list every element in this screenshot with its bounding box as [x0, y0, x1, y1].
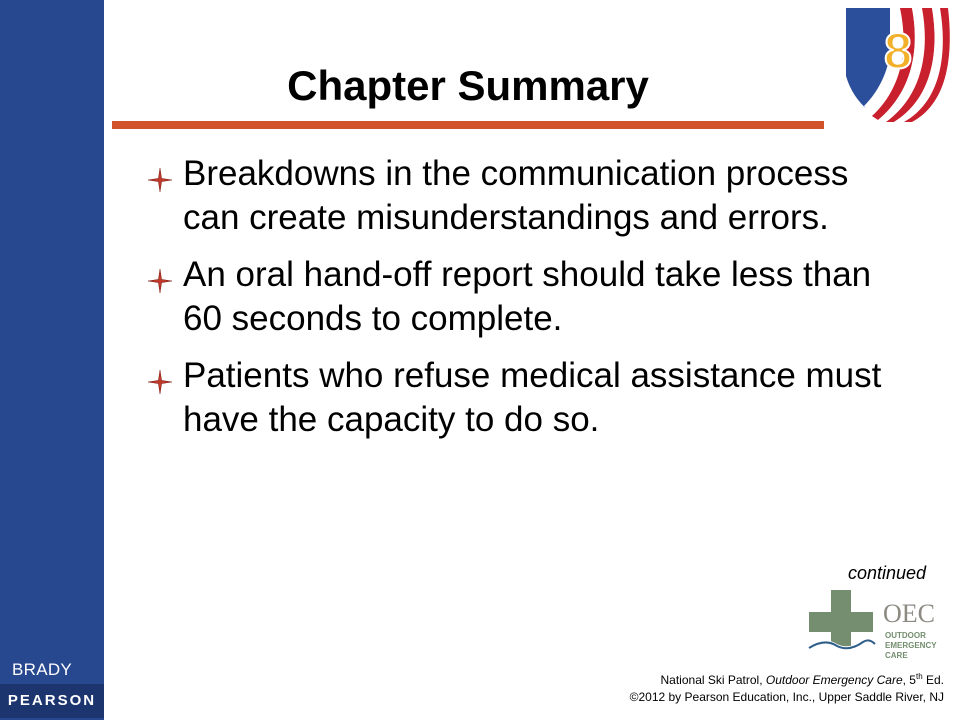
- footer-publisher: National Ski Patrol,: [660, 673, 766, 687]
- footer-edition: , 5: [902, 673, 916, 687]
- logo-line-outdoor: OUTDOOR: [885, 631, 926, 640]
- logo-line-care: CARE: [885, 651, 908, 660]
- chapter-number: 8: [884, 23, 912, 79]
- brady-brand-label: BRADY: [12, 660, 73, 679]
- four-point-star-bullet-icon: [148, 370, 172, 394]
- bullet-item: [148, 253, 888, 341]
- footer-book-title: Outdoor Emergency Care: [765, 673, 903, 687]
- footer-citation-line: [630, 668, 944, 689]
- chapter-8-badge: [842, 6, 954, 122]
- oec-logo: [805, 586, 955, 668]
- copyright-footer: [630, 668, 944, 706]
- bullet-item: [148, 354, 888, 442]
- four-point-star-bullet-icon: [148, 269, 172, 293]
- bullet-text: Patients who refuse medical assistance must have the capacity to do so.: [183, 356, 882, 439]
- footer-edition-sup: th: [915, 672, 923, 681]
- logo-line-emergency: EMERGENCY: [885, 641, 937, 650]
- footer-copyright-line: ©2012 by Pearson Education, Inc., Upper Saddle River, NJ: [629, 690, 944, 704]
- pearson-brand-label: PEARSON: [0, 684, 104, 718]
- bullet-text: Breakdowns in the communication process can create misunderstandings and errors.: [183, 154, 849, 237]
- bullet-text: An oral hand-off report should take less than 60 seconds to complete.: [183, 255, 872, 338]
- slide-title: Chapter Summary: [287, 62, 649, 109]
- left-sidebar-band: [0, 0, 104, 720]
- four-point-star-bullet-icon: [148, 168, 172, 192]
- logo-word: OEC: [883, 599, 935, 628]
- continued-label: continued: [848, 563, 927, 583]
- title-underline-rule: [112, 121, 824, 129]
- summary-bullet-list: [148, 152, 888, 455]
- footer-edition-suffix: Ed.: [922, 673, 944, 687]
- bullet-item: [148, 152, 888, 240]
